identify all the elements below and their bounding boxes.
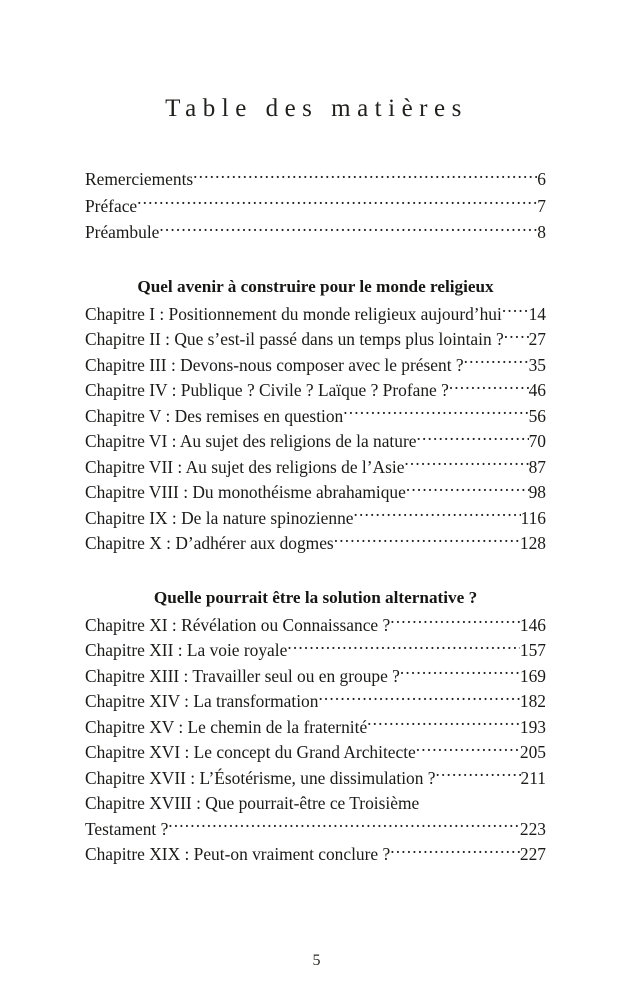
- dot-leader: [137, 194, 537, 211]
- toc-entry[interactable]: [85, 664, 546, 690]
- toc-entry-label: Préambule: [85, 222, 160, 242]
- toc-entry-page: 182: [519, 691, 546, 711]
- toc-entry-page: 223: [519, 818, 546, 839]
- toc-entry-page: 157: [519, 640, 546, 660]
- page-folio: 5: [312, 952, 321, 969]
- section-heading: Quel avenir à construire pour le monde religieux: [137, 276, 494, 296]
- toc-entry-label: Chapitre XI : Révélation ou Connaissance ?: [85, 614, 391, 635]
- toc-entry-label: Chapitre VII : Au sujet des religions de l’Asie: [85, 456, 405, 477]
- dot-leader: [287, 639, 520, 656]
- dot-leader: [436, 766, 521, 783]
- toc-content: [85, 166, 546, 868]
- dot-leader: [502, 302, 529, 319]
- toc-entry[interactable]: [85, 613, 546, 639]
- toc-entry[interactable]: [85, 166, 546, 193]
- toc-entry-page: 27: [528, 329, 546, 349]
- toc-entry-label: Chapitre V : Des remises en question: [85, 405, 344, 426]
- toc-entry[interactable]: [85, 506, 546, 532]
- page-title: Table des matières: [165, 95, 468, 122]
- toc-entry-page: 169: [519, 665, 546, 686]
- dot-leader: [400, 664, 520, 681]
- toc-section: [85, 257, 546, 557]
- toc-entry[interactable]: [85, 219, 546, 246]
- toc-entry-label: Chapitre XIV : La transformation: [85, 691, 319, 711]
- dot-leader: [390, 843, 520, 860]
- dot-leader: [416, 430, 528, 447]
- toc-entry-page: 146: [519, 614, 546, 635]
- toc-entry-page: 211: [520, 767, 546, 788]
- toc-entry-label: Chapitre XII : La voie royale: [85, 640, 288, 660]
- toc-entry[interactable]: [85, 740, 546, 766]
- dot-leader: [416, 741, 520, 758]
- dot-leader: [193, 168, 537, 185]
- toc-entry-label: Chapitre XVI : Le concept du Grand Architecte: [85, 742, 416, 762]
- toc-entry-page: 193: [519, 716, 546, 737]
- toc-entry-page: 35: [528, 354, 546, 375]
- toc-entry-page: 87: [528, 456, 546, 477]
- toc-entry-label: Chapitre I : Positionnement du monde religieux aujourd’hui: [85, 303, 502, 324]
- dot-leader: [464, 353, 529, 370]
- toc-entry-label: Chapitre X : D’adhérer aux dogmes: [85, 533, 334, 553]
- toc-entry[interactable]: [85, 429, 546, 455]
- toc-entry-label: Préface: [85, 195, 138, 216]
- toc-entry-page: 8: [537, 222, 546, 242]
- toc-section: [85, 568, 546, 868]
- toc-entry[interactable]: [85, 404, 546, 430]
- toc-entry-page: 205: [519, 742, 546, 762]
- toc-entry-label: Chapitre VI : Au sujet des religions de la nature: [85, 431, 417, 451]
- toc-entry-page: 70: [528, 431, 546, 451]
- toc-entry-page: 128: [519, 533, 546, 553]
- toc-entry-label-line1: Chapitre XVIII : Que pourrait-être ce Troisième: [85, 793, 420, 813]
- section-heading: Quelle pourrait être la solution alternative ?: [153, 587, 478, 607]
- toc-entry-page: 14: [528, 303, 546, 324]
- toc-entry-label: Chapitre II : Que s’est-il passé dans un temps plus lointain ?: [85, 329, 504, 349]
- toc-entry[interactable]: [85, 378, 546, 404]
- toc-entry-page: 56: [528, 405, 546, 426]
- toc-entry[interactable]: [85, 480, 546, 506]
- toc-entry[interactable]: [85, 327, 546, 353]
- toc-entry[interactable]: [85, 791, 546, 842]
- toc-entry-page: 227: [519, 844, 546, 864]
- toc-entry-label: Chapitre XVII : L’Ésotérisme, une dissimulation ?: [85, 767, 436, 788]
- toc-entry[interactable]: [85, 455, 546, 481]
- dot-leader: [334, 532, 520, 549]
- toc-entry-page: 46: [528, 380, 546, 400]
- toc-entry-label: Chapitre XV : Le chemin de la fraternité: [85, 716, 368, 737]
- toc-entry[interactable]: [85, 715, 546, 741]
- dot-leader: [367, 715, 520, 732]
- toc-entry[interactable]: [85, 353, 546, 379]
- dot-leader: [318, 690, 519, 707]
- toc-entry-label: Remerciements: [85, 169, 194, 189]
- toc-entry-label: Chapitre VIII : Du monothéisme abrahamique: [85, 482, 406, 502]
- dot-leader: [406, 481, 529, 498]
- toc-entry-page: 6: [537, 169, 546, 189]
- toc-entry-label: Chapitre XIII : Travailler seul ou en groupe ?: [85, 665, 400, 686]
- toc-entry[interactable]: [85, 193, 546, 220]
- dot-leader: [404, 455, 528, 472]
- toc-entry[interactable]: [85, 638, 546, 664]
- dot-leader: [159, 221, 537, 238]
- toc-entry-label: Chapitre XIX : Peut-on vraiment conclure ?: [85, 844, 391, 864]
- toc-entry-page: 98: [528, 482, 546, 502]
- dot-leader: [390, 613, 520, 630]
- toc-entry[interactable]: [85, 302, 546, 328]
- toc-entry[interactable]: [85, 689, 546, 715]
- toc-entry-label: Chapitre IX : De la nature spinozienne: [85, 507, 354, 528]
- toc-entry-label: Testament ?: [85, 818, 169, 839]
- dot-leader: [354, 506, 521, 523]
- dot-leader: [449, 379, 529, 396]
- toc-entry-label: Chapitre III : Devons-nous composer avec le présent ?: [85, 354, 464, 375]
- toc-entry-page: 7: [537, 195, 546, 216]
- toc-entry[interactable]: [85, 766, 546, 792]
- front-matter-list: [85, 166, 546, 246]
- toc-entry[interactable]: [85, 842, 546, 868]
- dot-leader: [504, 328, 529, 345]
- toc-entry-label: Chapitre IV : Publique ? Civile ? Laïque ? Profane ?: [85, 380, 449, 400]
- toc-entry-page: 116: [520, 507, 546, 528]
- toc-entry[interactable]: [85, 531, 546, 557]
- dot-leader: [168, 817, 520, 834]
- dot-leader: [343, 404, 528, 421]
